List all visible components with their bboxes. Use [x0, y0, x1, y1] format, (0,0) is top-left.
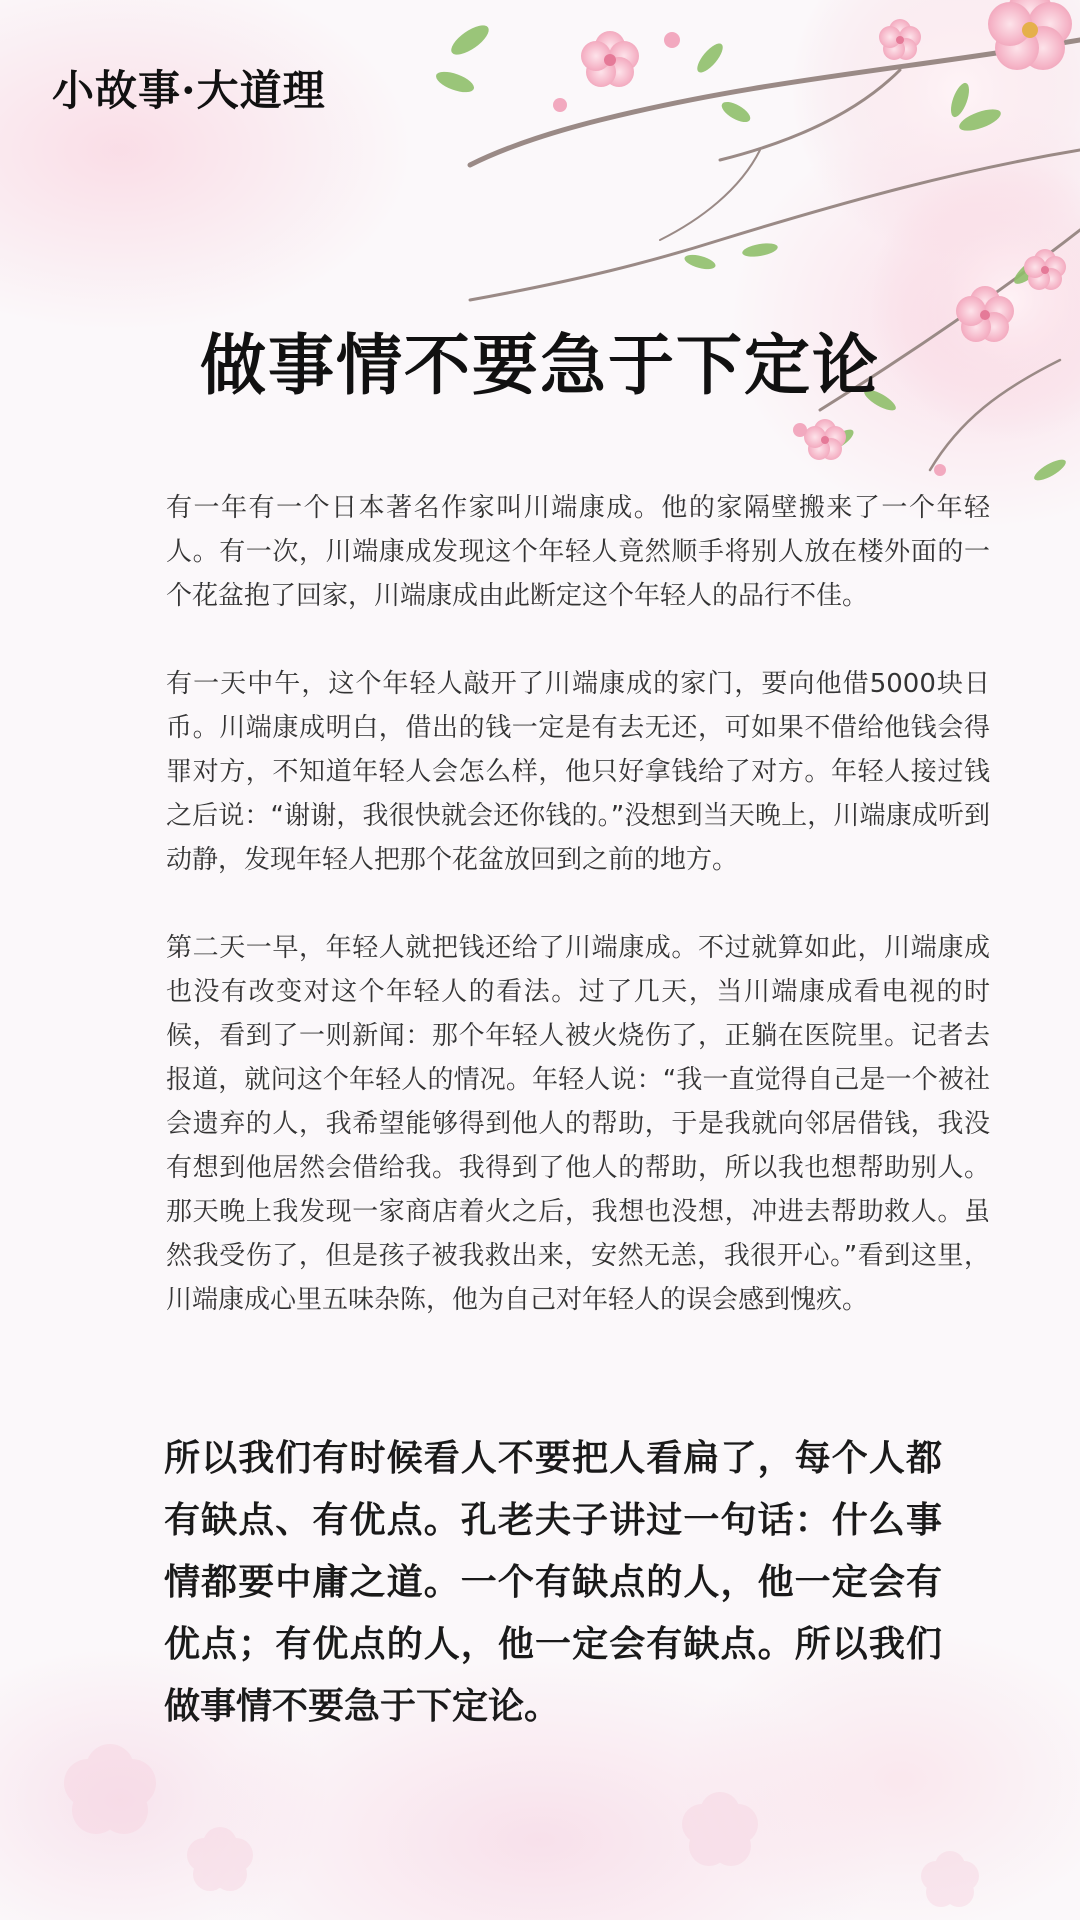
article-paragraph-2: 有一天中午，这个年轻人敲开了川端康成的家门，要向他借5000块日币。川端康成明白，借出的钱一定是有去无还，可如果不借给他钱会得罪对方，不知道年轻人会怎么样，他只好拿钱给了对方。年轻人接过钱之后说：“谢谢，我很快就会还你钱的。”没想到当天晚上，川端康成听到动静，发现年轻人把那个花盆放回到之前的地方。 — [166, 669, 990, 875]
article-paragraph-3: 第二天一早，年轻人就把钱还给了川端康成。不过就算如此，川端康成也没有改变对这个年轻人的看法。过了几天，当川端康成看电视的时候，看到了一则新闻：那个年轻人被火烧伤了，正躺在医院里。记者去报道，就问这个年轻人的情况。年轻人说：“我一直觉得自己是一个被社会遗弃的人，我希望能够得到他人的帮助，于是我就向邻居借钱，我没有想到他居然会借给我。我得到了他人的帮助，所以我也想帮助别人。那天晚上我发现一家商店着火之后，我想也没想，冲进去帮助救人。虽然我受伤了，但是孩子被我救出来，安然无恙，我很开心。”看到这里，川端康成心里五味杂陈，他为自己对年轻人的误会感到愧疚。 — [166, 933, 990, 1315]
brand-label: 小故事·大道理 — [52, 66, 326, 115]
article-body — [166, 486, 990, 1366]
article-title: 做事情不要急于下定论 — [200, 327, 880, 404]
article-conclusion: 所以我们有时候看人不要把人看扁了，每个人都有缺点、有优点。孔老夫子讲过一句话：什么事情都要中庸之道。一个有缺点的人，他一定会有优点；有优点的人，他一定会有缺点。所以我们做事情不要急于下定论。 — [164, 1438, 942, 1727]
article-paragraph-1: 有一年有一个日本著名作家叫川端康成。他的家隔壁搬来了一个年轻人。有一次，川端康成发现这个年轻人竟然顺手将别人放在楼外面的一个花盆抱了回家，川端康成由此断定这个年轻人的品行不佳。 — [166, 493, 990, 611]
